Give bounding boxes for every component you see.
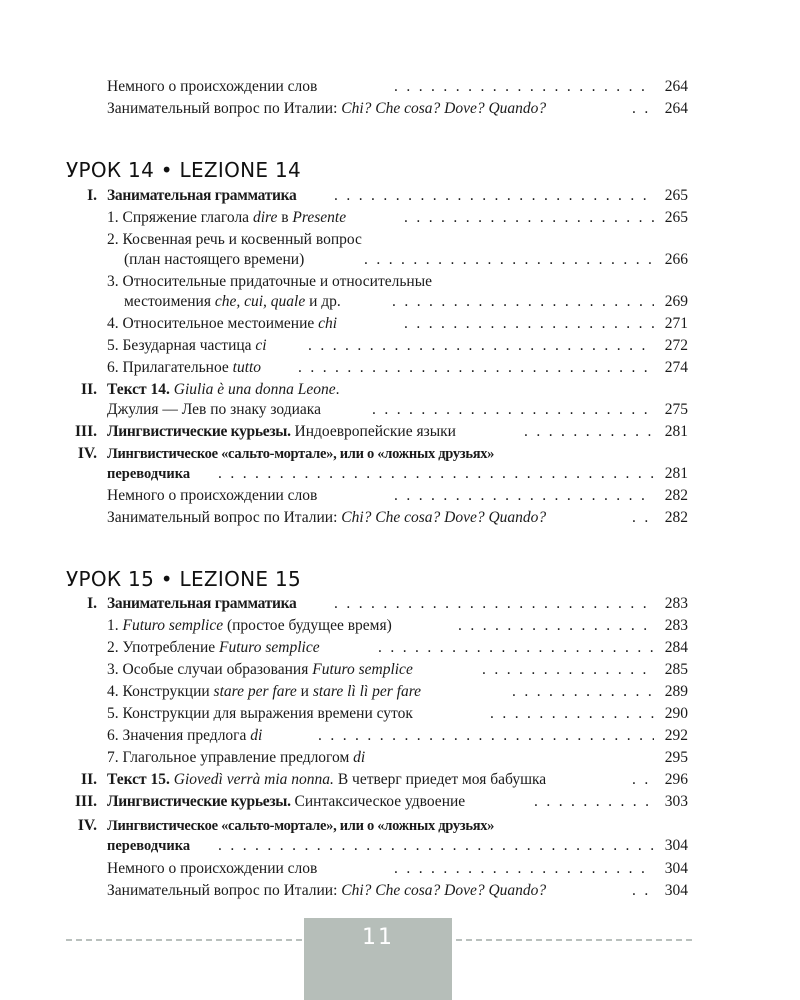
toc-page-number: 303 [664, 793, 688, 810]
toc-entry [0, 230, 800, 250]
toc-entry [0, 486, 800, 506]
toc-page-number: 295 [664, 749, 688, 766]
toc-entry [0, 638, 800, 658]
section-title: переводчика [107, 466, 191, 482]
toc-entry-label: 3. Относительные придаточные и относительные [107, 273, 433, 290]
toc-section [0, 380, 800, 400]
dot-leader [534, 792, 654, 812]
dot-leader [524, 422, 654, 442]
section-title: Лингвистическое «сальто-мортале», или о «ложных друзьях» [107, 818, 495, 834]
dot-leader [334, 186, 654, 206]
section-title: Лингвистические курьезы. Синтаксическое удвоение [107, 793, 466, 810]
toc-page-number: 304 [664, 837, 688, 854]
page-number-tab [304, 918, 452, 1000]
section-title: Текст 14. Giulia è una donna Leone. [107, 381, 340, 398]
toc-section [0, 422, 800, 442]
dot-leader [364, 250, 654, 270]
dot-leader [394, 77, 654, 97]
toc-page-number: 304 [664, 860, 688, 877]
dot-leader [394, 859, 654, 879]
toc-page-number: 296 [664, 771, 688, 788]
toc-entry [0, 704, 800, 724]
toc-entry-label: Немного о происхождении слов [107, 487, 318, 504]
toc-entry [0, 682, 800, 702]
toc-entry [0, 859, 800, 879]
section-number: IV. [77, 817, 97, 834]
footer-rule-left [66, 939, 302, 941]
toc-entry-label: 5. Конструкции для выражения времени суток [107, 705, 413, 722]
toc-section [0, 816, 800, 836]
toc-entry [0, 616, 800, 636]
dot-leader [308, 336, 654, 356]
dot-leader [378, 638, 654, 658]
dot-leader [458, 616, 654, 636]
toc-entry [0, 660, 800, 680]
toc-entry [0, 77, 800, 97]
section-title: Лингвистическое «сальто-мортале», или о «ложных друзьях» [107, 446, 495, 462]
toc-page-number: 282 [664, 509, 688, 526]
toc-entry-label: 7. Глагольное управление предлогом di [107, 749, 366, 766]
toc-entry-label: Джулия — Лев по знаку зодиака [107, 401, 321, 418]
dot-leader [372, 400, 654, 420]
dot-leader [632, 770, 654, 790]
dot-leader [632, 508, 654, 528]
toc-entry [0, 726, 800, 746]
dot-leader [490, 704, 654, 724]
dot-leader [298, 358, 654, 378]
toc-entry-label: 4. Конструкции stare per fare и stare lì lì per fare [107, 683, 422, 700]
toc-page-number: 285 [664, 661, 688, 678]
toc-page-number: 274 [664, 359, 688, 376]
toc-page-number: 266 [664, 251, 688, 268]
toc-section [0, 770, 800, 790]
section-number: II. [81, 771, 97, 788]
lesson-15-heading: УРОК 15 • LEZIONE 15 [66, 567, 302, 591]
page-number: 11 [362, 925, 394, 950]
toc-page-number: 289 [664, 683, 688, 700]
toc-page-number: 292 [664, 727, 688, 744]
toc-page-number: 281 [664, 465, 688, 482]
toc-page-number: 265 [664, 209, 688, 226]
dot-leader [482, 660, 654, 680]
toc-entry-label: 1. Спряжение глагола dire в Presente [107, 209, 347, 226]
toc-entry-label: Занимательный вопрос по Италии: Chi? Che cosa? Dove? Quando? [107, 882, 547, 899]
dot-leader [632, 881, 654, 901]
toc-section [0, 792, 800, 812]
toc-page-number: 269 [664, 293, 688, 310]
toc-entry-continuation [0, 250, 800, 270]
toc-entry-label: 6. Прилагательное tutto [107, 359, 262, 376]
section-number: I. [87, 595, 97, 612]
section-number: II. [81, 381, 97, 398]
dot-leader [218, 836, 654, 856]
toc-entry-label: 3. Особые случаи образования Futuro semplice [107, 661, 413, 678]
dot-leader [334, 594, 654, 614]
section-number: III. [75, 793, 97, 810]
toc-entry-continuation [0, 292, 800, 312]
toc-page-number: 275 [664, 401, 688, 418]
toc-entry-label: Занимательный вопрос по Италии: Chi? Che cosa? Dove? Quando? [107, 509, 547, 526]
toc-entry-label: 6. Значения предлога di [107, 727, 263, 744]
dot-leader [404, 314, 654, 334]
toc-entry [0, 358, 800, 378]
toc-entry [0, 272, 800, 292]
toc-entry-label: 2. Косвенная речь и косвенный вопрос [107, 231, 362, 248]
toc-entry [0, 99, 800, 119]
dot-leader [218, 464, 654, 484]
section-title: Текст 15. Giovedì verrà mia nonna. В четверг приедет моя бабушка [107, 771, 547, 788]
section-number: III. [75, 423, 97, 440]
toc-entry-label: Занимательный вопрос по Италии: Chi? Che cosa? Dove? Quando? [107, 100, 547, 117]
toc-entry-label: 2. Употребление Futuro semplice [107, 639, 320, 656]
toc-entry-label: Немного о происхождении слов [107, 78, 318, 95]
toc-entry-page [0, 748, 800, 768]
dot-leader [632, 99, 654, 119]
toc-section [0, 444, 800, 464]
toc-page-number: 264 [664, 78, 688, 95]
toc-section [0, 186, 800, 206]
toc-page-number: 284 [664, 639, 688, 656]
dot-leader [404, 208, 654, 228]
toc-entry-continuation [0, 464, 800, 484]
dot-leader [512, 682, 654, 702]
dot-leader [318, 726, 654, 746]
toc-entry [0, 336, 800, 356]
toc-entry [0, 208, 800, 228]
toc-entry-label: 5. Безударная частица ci [107, 337, 267, 354]
toc-entry-label: 1. Futuro semplice (простое будущее время) [107, 617, 392, 634]
toc-entry-label: 4. Относительное местоимение chi [107, 315, 338, 332]
footer-rule-right [456, 939, 692, 941]
toc-entry [0, 314, 800, 334]
lesson-14-heading: УРОК 14 • LEZIONE 14 [66, 158, 302, 182]
toc-page-number: 281 [664, 423, 688, 440]
toc-page-number: 283 [664, 595, 688, 612]
dot-leader [392, 292, 654, 312]
toc-page-number: 290 [664, 705, 688, 722]
toc-entry-label: (план настоящего времени) [124, 251, 305, 268]
toc-entry-continuation [0, 400, 800, 420]
toc-page-number: 265 [664, 187, 688, 204]
toc-entry [0, 508, 800, 528]
toc-section [0, 594, 800, 614]
section-title: Лингвистические курьезы. Индоевропейские языки [107, 423, 456, 440]
toc-entry-continuation [0, 836, 800, 856]
section-number: I. [87, 187, 97, 204]
section-title: переводчика [107, 838, 191, 854]
toc-page-number: 272 [664, 337, 688, 354]
toc-page-number: 282 [664, 487, 688, 504]
toc-page-number: 271 [664, 315, 688, 332]
dot-leader [394, 486, 654, 506]
section-number: IV. [77, 445, 97, 462]
section-title: Занимательная грамматика [107, 595, 297, 612]
section-title: Занимательная грамматика [107, 187, 297, 204]
toc-page-number: 264 [664, 100, 688, 117]
toc-entry [0, 881, 800, 901]
toc-page-number: 283 [664, 617, 688, 634]
toc-page-number: 304 [664, 882, 688, 899]
toc-entry-label: Немного о происхождении слов [107, 860, 318, 877]
toc-entry-label: местоимения che, cui, quale и др. [124, 293, 341, 310]
